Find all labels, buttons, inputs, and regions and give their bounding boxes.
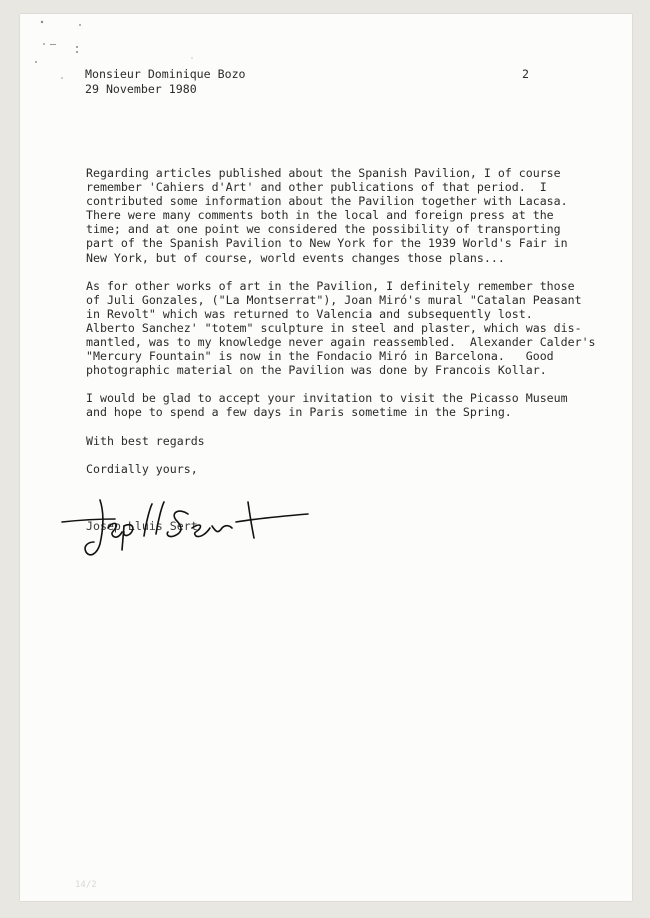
closing-cordially: Cordially yours, (86, 461, 198, 476)
letter-header (85, 67, 246, 96)
letter-date: 29 November 1980 (85, 81, 197, 96)
recipient-name: Monsieur Dominique Bozo (85, 67, 246, 81)
paragraph-works-of-art: As for other works of art in the Pavilion, I definitely remember those of Juli Gonzales, ("La Montserrat"), Joan Miró's mural "Catalan Peasant in Revolt" which was returned to Valencia and subsequently lost. Alberto Sanchez' "totem" sculpture in steel and plaster, which was dis- mantled, was to my knowledge never again reassembled. Alexander Calder's "Mercury Fountain" is now in the Fondacio Miró in Barcelona. Good photographic material on the Pavilion was done by Francois Kollar. (86, 278, 596, 378)
letter-page (20, 14, 632, 901)
handwritten-signature (60, 492, 310, 562)
paragraph-invitation: I would be glad to accept your invitation to visit the Picasso Museum and hope to spend a few days in Paris sometime in the Spring. (86, 391, 568, 420)
closing-regards: With best regards (86, 433, 205, 448)
typed-signatory-name: Josep Lluis Sert (86, 519, 198, 533)
paragraph-articles: Regarding articles published about the Spanish Pavilion, I of course remember 'Cahiers d'Art' and other publications of that period. I contributed some information about the Pavilion together with Lacasa. There were many comments both in the local and foreign press at the time; and at one point we considered the possibility of transporting part of the Spanish Pavilion to New York for the 1939 World's Fair in New York, but of course, world events changes those plans... (86, 166, 568, 265)
page-number: 2 (522, 67, 529, 81)
archive-mark: 14/2 (75, 880, 97, 890)
letter-body (86, 166, 626, 490)
